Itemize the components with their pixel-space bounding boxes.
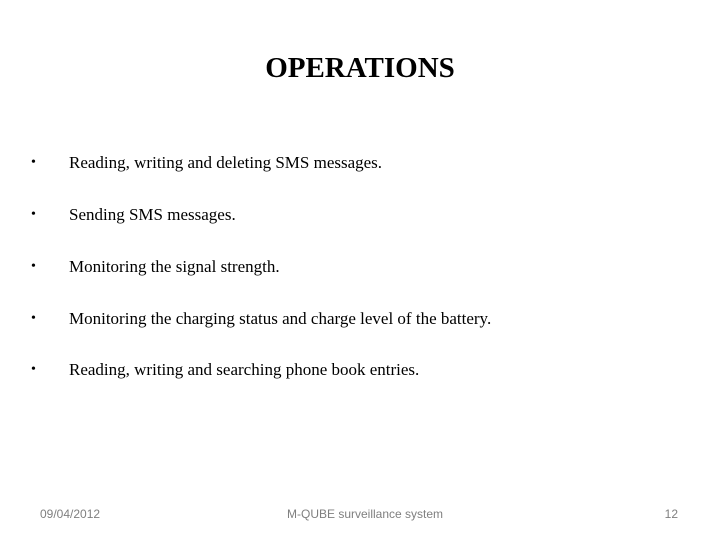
page-number: 12	[664, 507, 678, 521]
bullet-icon: •	[31, 311, 36, 326]
list-item	[0, 200, 720, 230]
bullet-text: Monitoring the signal strength.	[69, 257, 280, 276]
list-item	[0, 355, 720, 385]
slide-title: OPERATIONS	[265, 52, 455, 84]
list-item	[0, 252, 720, 282]
footer-date: 09/04/2012	[40, 507, 101, 521]
footer-title: M-QUBE surveillance system	[287, 507, 444, 521]
bullet-text: Reading, writing and searching phone book entries.	[69, 360, 420, 379]
list-item	[0, 304, 720, 334]
bullet-text: Monitoring the charging status and charge level of the battery.	[69, 309, 492, 328]
bullet-text: Sending SMS messages.	[69, 205, 236, 224]
list-item	[0, 148, 720, 178]
bullet-icon: •	[31, 362, 36, 377]
bullet-icon: •	[31, 259, 36, 274]
bullet-icon: •	[31, 207, 36, 222]
bullet-icon: •	[31, 155, 36, 170]
bullet-text: Reading, writing and deleting SMS messages.	[69, 153, 383, 172]
